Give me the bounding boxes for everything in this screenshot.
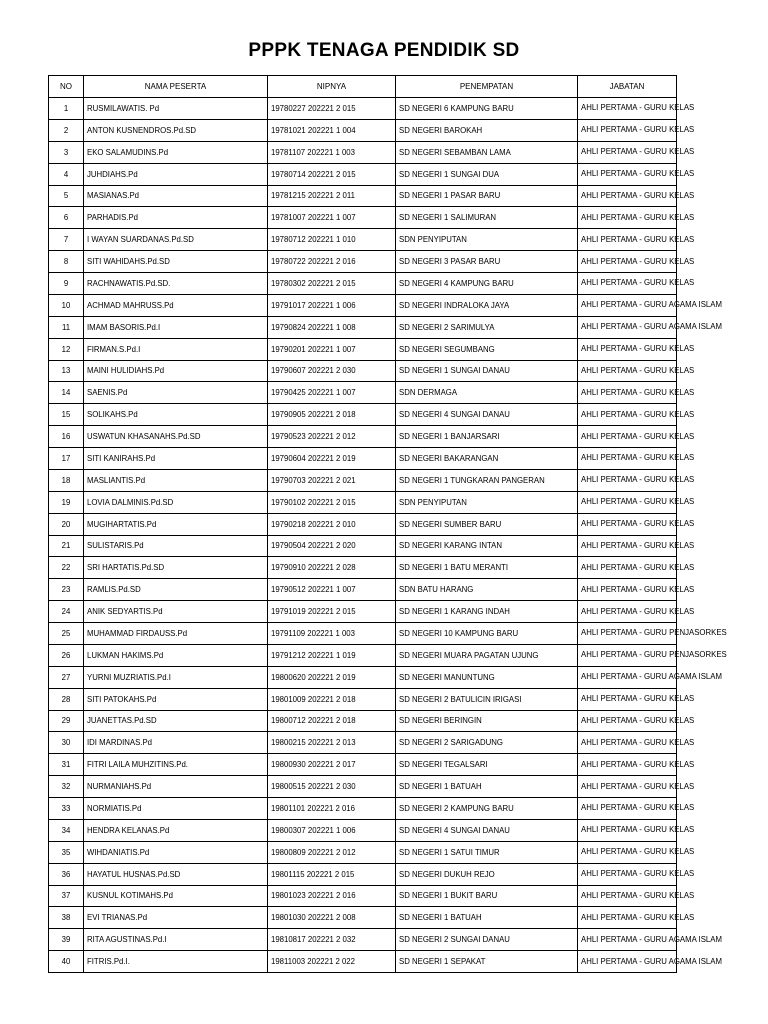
cell-jabatan: AHLI PERTAMA - GURU KELAS (578, 535, 677, 557)
table-row (49, 338, 677, 360)
cell-no: 3 (49, 141, 84, 163)
cell-penempatan: SD NEGERI 1 SUNGAI DUA (396, 163, 578, 185)
cell-no: 32 (49, 776, 84, 798)
cell-nama-peserta: SOLIKAHS.Pd (84, 404, 268, 426)
table-row (49, 557, 677, 579)
cell-penempatan: SD NEGERI TEGALSARI (396, 754, 578, 776)
cell-nip: 19801023 202221 2 016 (268, 885, 396, 907)
cell-nip: 19791017 202221 1 006 (268, 294, 396, 316)
table-row (49, 710, 677, 732)
table-row (49, 535, 677, 557)
cell-penempatan: SD NEGERI BERINGIN (396, 710, 578, 732)
cell-penempatan: SD NEGERI 1 SALIMURAN (396, 207, 578, 229)
cell-jabatan: AHLI PERTAMA - GURU KELAS (578, 863, 677, 885)
cell-no: 18 (49, 469, 84, 491)
table-row (49, 141, 677, 163)
cell-no: 8 (49, 251, 84, 273)
cell-no: 33 (49, 798, 84, 820)
cell-jabatan: AHLI PERTAMA - GURU KELAS (578, 710, 677, 732)
cell-penempatan: SD NEGERI 1 BATUAH (396, 907, 578, 929)
cell-no: 29 (49, 710, 84, 732)
cell-no: 39 (49, 929, 84, 951)
cell-penempatan: SD NEGERI 1 SATUI TIMUR (396, 841, 578, 863)
cell-no: 31 (49, 754, 84, 776)
cell-penempatan: SD NEGERI BAKARANGAN (396, 448, 578, 470)
table-row (49, 294, 677, 316)
cell-nama-peserta: KUSNUL KOTIMAHS.Pd (84, 885, 268, 907)
cell-nip: 19800307 202221 1 006 (268, 819, 396, 841)
document-title: PPPK TENAGA PENDIDIK SD (248, 40, 520, 61)
cell-jabatan: AHLI PERTAMA - GURU KELAS (578, 601, 677, 623)
cell-penempatan: SD NEGERI 6 KAMPUNG BARU (396, 98, 578, 120)
cell-nip: 19810817 202221 2 032 (268, 929, 396, 951)
cell-no: 25 (49, 623, 84, 645)
cell-jabatan: AHLI PERTAMA - GURU KELAS (578, 841, 677, 863)
cell-no: 23 (49, 579, 84, 601)
table-row (49, 929, 677, 951)
cell-penempatan: SDN BATU HARANG (396, 579, 578, 601)
cell-nip: 19801030 202221 2 008 (268, 907, 396, 929)
column-header-jabatan: JABATAN (578, 76, 677, 98)
cell-jabatan: AHLI PERTAMA - GURU KELAS (578, 579, 677, 601)
cell-jabatan: AHLI PERTAMA - GURU KELAS (578, 819, 677, 841)
cell-nip: 19790102 202221 2 015 (268, 491, 396, 513)
cell-nama-peserta: YURNI MUZRIATIS.Pd.I (84, 666, 268, 688)
cell-nip: 19781107 202221 1 003 (268, 141, 396, 163)
cell-no: 16 (49, 426, 84, 448)
cell-nip: 19790607 202221 2 030 (268, 360, 396, 382)
cell-penempatan: SD NEGERI 2 SUNGAI DANAU (396, 929, 578, 951)
cell-nama-peserta: JUHDIAHS.Pd (84, 163, 268, 185)
cell-nama-peserta: HAYATUL HUSNAS.Pd.SD (84, 863, 268, 885)
table-row (49, 841, 677, 863)
cell-penempatan: SD NEGERI SEBAMBAN LAMA (396, 141, 578, 163)
cell-nama-peserta: RACHNAWATIS.Pd.SD. (84, 273, 268, 295)
cell-no: 35 (49, 841, 84, 863)
cell-nama-peserta: MASLIANTIS.Pd (84, 469, 268, 491)
cell-no: 5 (49, 185, 84, 207)
cell-penempatan: SD NEGERI 10 KAMPUNG BARU (396, 623, 578, 645)
table-row (49, 644, 677, 666)
cell-nip: 19791109 202221 1 003 (268, 623, 396, 645)
cell-penempatan: SD NEGERI 1 TUNGKARAN PANGERAN (396, 469, 578, 491)
table-row (49, 426, 677, 448)
cell-jabatan: AHLI PERTAMA - GURU KELAS (578, 491, 677, 513)
cell-nama-peserta: LUKMAN HAKIMS.Pd (84, 644, 268, 666)
cell-nip: 19790218 202221 2 010 (268, 513, 396, 535)
cell-no: 13 (49, 360, 84, 382)
cell-no: 24 (49, 601, 84, 623)
cell-penempatan: SD NEGERI 4 KAMPUNG BARU (396, 273, 578, 295)
cell-nip: 19790201 202221 1 007 (268, 338, 396, 360)
table-row (49, 951, 677, 973)
cell-jabatan: AHLI PERTAMA - GURU KELAS (578, 798, 677, 820)
cell-jabatan: AHLI PERTAMA - GURU KELAS (578, 207, 677, 229)
table-row (49, 601, 677, 623)
participant-table (48, 75, 727, 973)
cell-penempatan: SD NEGERI 2 SARIGADUNG (396, 732, 578, 754)
table-row (49, 579, 677, 601)
cell-jabatan: AHLI PERTAMA - GURU AGAMA ISLAM (578, 316, 677, 338)
cell-nip: 19800930 202221 2 017 (268, 754, 396, 776)
cell-nama-peserta: SRI HARTATIS.Pd.SD (84, 557, 268, 579)
cell-jabatan: AHLI PERTAMA - GURU KELAS (578, 426, 677, 448)
cell-nip: 19800712 202221 2 018 (268, 710, 396, 732)
cell-nama-peserta: ACHMAD MAHRUSS.Pd (84, 294, 268, 316)
table-row (49, 98, 677, 120)
cell-nip: 19781007 202221 1 007 (268, 207, 396, 229)
cell-jabatan: AHLI PERTAMA - GURU KELAS (578, 907, 677, 929)
cell-penempatan: SD NEGERI INDRALOKA JAYA (396, 294, 578, 316)
cell-jabatan: AHLI PERTAMA - GURU KELAS (578, 141, 677, 163)
cell-penempatan: SDN DERMAGA (396, 382, 578, 404)
column-header-no: NO (49, 76, 84, 98)
cell-jabatan: AHLI PERTAMA - GURU AGAMA ISLAM (578, 294, 677, 316)
cell-no: 19 (49, 491, 84, 513)
cell-no: 34 (49, 819, 84, 841)
cell-no: 10 (49, 294, 84, 316)
cell-no: 22 (49, 557, 84, 579)
table-row (49, 207, 677, 229)
cell-nip: 19781215 202221 2 011 (268, 185, 396, 207)
cell-penempatan: SD NEGERI 1 BUKIT BARU (396, 885, 578, 907)
table-row (49, 491, 677, 513)
cell-jabatan: AHLI PERTAMA - GURU KELAS (578, 251, 677, 273)
cell-no: 9 (49, 273, 84, 295)
cell-nama-peserta: I WAYAN SUARDANAS.Pd.SD (84, 229, 268, 251)
table-row (49, 185, 677, 207)
cell-nip: 19780302 202221 2 015 (268, 273, 396, 295)
cell-jabatan: AHLI PERTAMA - GURU KELAS (578, 513, 677, 535)
cell-nama-peserta: RUSMILAWATIS. Pd (84, 98, 268, 120)
cell-no: 11 (49, 316, 84, 338)
table-row (49, 907, 677, 929)
cell-nama-peserta: WIHDANIATIS.Pd (84, 841, 268, 863)
cell-jabatan: AHLI PERTAMA - GURU PENJASORKES (578, 644, 677, 666)
cell-nama-peserta: SITI KANIRAHS.Pd (84, 448, 268, 470)
cell-nip: 19790604 202221 2 019 (268, 448, 396, 470)
cell-nama-peserta: LOVIA DALMINIS.Pd.SD (84, 491, 268, 513)
cell-jabatan: AHLI PERTAMA - GURU KELAS (578, 360, 677, 382)
cell-penempatan: SD NEGERI KARANG INTAN (396, 535, 578, 557)
cell-nip: 19790905 202221 2 018 (268, 404, 396, 426)
cell-nip: 19811003 202221 2 022 (268, 951, 396, 973)
cell-no: 40 (49, 951, 84, 973)
cell-no: 26 (49, 644, 84, 666)
cell-no: 20 (49, 513, 84, 535)
cell-jabatan: AHLI PERTAMA - GURU AGAMA ISLAM (578, 929, 677, 951)
cell-nip: 19801101 202221 2 016 (268, 798, 396, 820)
cell-penempatan: SD NEGERI SEGUMBANG (396, 338, 578, 360)
table-row (49, 754, 677, 776)
cell-nip: 19780714 202221 2 015 (268, 163, 396, 185)
table-row (49, 404, 677, 426)
cell-nama-peserta: EVI TRIANAS.Pd (84, 907, 268, 929)
cell-penempatan: SDN PENYIPUTAN (396, 491, 578, 513)
table-row (49, 688, 677, 710)
table-row (49, 448, 677, 470)
table-row (49, 469, 677, 491)
table-row (49, 360, 677, 382)
cell-jabatan: AHLI PERTAMA - GURU KELAS (578, 776, 677, 798)
cell-nama-peserta: MASIANAS.Pd (84, 185, 268, 207)
cell-no: 6 (49, 207, 84, 229)
cell-nip: 19791019 202221 2 015 (268, 601, 396, 623)
cell-penempatan: SD NEGERI MUARA PAGATAN UJUNG (396, 644, 578, 666)
cell-nama-peserta: NURMANIAHS.Pd (84, 776, 268, 798)
cell-no: 28 (49, 688, 84, 710)
cell-penempatan: SD NEGERI 1 SEPAKAT (396, 951, 578, 973)
cell-no: 2 (49, 119, 84, 141)
table-row (49, 666, 677, 688)
cell-jabatan: AHLI PERTAMA - GURU KELAS (578, 469, 677, 491)
cell-penempatan: SD NEGERI DUKUH REJO (396, 863, 578, 885)
column-header-nama: NAMA PESERTA (84, 76, 268, 98)
cell-nama-peserta: SULISTARIS.Pd (84, 535, 268, 557)
cell-no: 37 (49, 885, 84, 907)
cell-jabatan: AHLI PERTAMA - GURU KELAS (578, 119, 677, 141)
cell-penempatan: SD NEGERI 2 SARIMULYA (396, 316, 578, 338)
table-row (49, 119, 677, 141)
cell-nip: 19790910 202221 2 028 (268, 557, 396, 579)
cell-nama-peserta: SAENIS.Pd (84, 382, 268, 404)
cell-nip: 19790523 202221 2 012 (268, 426, 396, 448)
cell-nama-peserta: PARHADIS.Pd (84, 207, 268, 229)
cell-nama-peserta: USWATUN KHASANAHS.Pd.SD (84, 426, 268, 448)
cell-jabatan: AHLI PERTAMA - GURU AGAMA ISLAM (578, 951, 677, 973)
cell-no: 38 (49, 907, 84, 929)
cell-nama-peserta: ANIK SEDYARTIS.Pd (84, 601, 268, 623)
table-row (49, 732, 677, 754)
cell-penempatan: SD NEGERI 1 KARANG INDAH (396, 601, 578, 623)
cell-nama-peserta: FIRMAN.S.Pd.I (84, 338, 268, 360)
table-row (49, 273, 677, 295)
cell-jabatan: AHLI PERTAMA - GURU KELAS (578, 163, 677, 185)
cell-no: 36 (49, 863, 84, 885)
cell-nama-peserta: RITA AGUSTINAS.Pd.I (84, 929, 268, 951)
cell-no: 1 (49, 98, 84, 120)
cell-nama-peserta: HENDRA KELANAS.Pd (84, 819, 268, 841)
cell-jabatan: AHLI PERTAMA - GURU KELAS (578, 273, 677, 295)
cell-nama-peserta: EKO SALAMUDINS.Pd (84, 141, 268, 163)
cell-penempatan: SD NEGERI 1 PASAR BARU (396, 185, 578, 207)
cell-nama-peserta: JUANETTAS.Pd.SD (84, 710, 268, 732)
cell-penempatan: SD NEGERI 2 KAMPUNG BARU (396, 798, 578, 820)
cell-penempatan: SDN PENYIPUTAN (396, 229, 578, 251)
cell-penempatan: SD NEGERI 4 SUNGAI DANAU (396, 819, 578, 841)
cell-jabatan: AHLI PERTAMA - GURU KELAS (578, 338, 677, 360)
cell-nip: 19801009 202221 2 018 (268, 688, 396, 710)
cell-nip: 19780227 202221 2 015 (268, 98, 396, 120)
cell-no: 4 (49, 163, 84, 185)
cell-no: 27 (49, 666, 84, 688)
cell-penempatan: SD NEGERI 1 BATUAH (396, 776, 578, 798)
cell-jabatan: AHLI PERTAMA - GURU KELAS (578, 557, 677, 579)
table-row (49, 863, 677, 885)
cell-nama-peserta: SITI WAHIDAHS.Pd.SD (84, 251, 268, 273)
cell-nip: 19790512 202221 1 007 (268, 579, 396, 601)
cell-jabatan: AHLI PERTAMA - GURU KELAS (578, 754, 677, 776)
column-header-penempatan: PENEMPATAN (396, 76, 578, 98)
cell-jabatan: AHLI PERTAMA - GURU KELAS (578, 98, 677, 120)
cell-no: 30 (49, 732, 84, 754)
cell-nama-peserta: IMAM BASORIS.Pd.I (84, 316, 268, 338)
cell-penempatan: SD NEGERI BAROKAH (396, 119, 578, 141)
cell-penempatan: SD NEGERI 1 SUNGAI DANAU (396, 360, 578, 382)
cell-penempatan: SD NEGERI 4 SUNGAI DANAU (396, 404, 578, 426)
cell-nip: 19801115 202221 2 015 (268, 863, 396, 885)
cell-no: 7 (49, 229, 84, 251)
cell-penempatan: SD NEGERI 2 BATULICIN IRIGASI (396, 688, 578, 710)
cell-no: 15 (49, 404, 84, 426)
cell-penempatan: SD NEGERI MANUNTUNG (396, 666, 578, 688)
cell-nip: 19800215 202221 2 013 (268, 732, 396, 754)
cell-no: 12 (49, 338, 84, 360)
cell-jabatan: AHLI PERTAMA - GURU KELAS (578, 229, 677, 251)
table-row (49, 229, 677, 251)
cell-nip: 19780722 202221 2 016 (268, 251, 396, 273)
cell-jabatan: AHLI PERTAMA - GURU KELAS (578, 688, 677, 710)
cell-nama-peserta: MAINI HULIDIAHS.Pd (84, 360, 268, 382)
table-row (49, 251, 677, 273)
cell-nip: 19790703 202221 2 021 (268, 469, 396, 491)
cell-jabatan: AHLI PERTAMA - GURU AGAMA ISLAM (578, 666, 677, 688)
cell-nama-peserta: SITI PATOKAHS.Pd (84, 688, 268, 710)
table-row (49, 776, 677, 798)
cell-jabatan: AHLI PERTAMA - GURU KELAS (578, 404, 677, 426)
cell-nama-peserta: RAMLIS.Pd.SD (84, 579, 268, 601)
cell-nama-peserta: ANTON KUSNENDROS.Pd.SD (84, 119, 268, 141)
cell-penempatan: SD NEGERI SUMBER BARU (396, 513, 578, 535)
table-row (49, 885, 677, 907)
cell-penempatan: SD NEGERI 3 PASAR BARU (396, 251, 578, 273)
cell-no: 21 (49, 535, 84, 557)
table-row (49, 623, 677, 645)
cell-nama-peserta: MUHAMMAD FIRDAUSS.Pd (84, 623, 268, 645)
cell-nip: 19791212 202221 1 019 (268, 644, 396, 666)
cell-penempatan: SD NEGERI 1 BATU MERANTI (396, 557, 578, 579)
table-row (49, 316, 677, 338)
table-row (49, 819, 677, 841)
cell-penempatan: SD NEGERI 1 BANJARSARI (396, 426, 578, 448)
cell-no: 14 (49, 382, 84, 404)
cell-nip: 19790425 202221 1 007 (268, 382, 396, 404)
cell-nama-peserta: FITRIS.Pd.I. (84, 951, 268, 973)
cell-jabatan: AHLI PERTAMA - GURU KELAS (578, 885, 677, 907)
cell-nip: 19800809 202221 2 012 (268, 841, 396, 863)
cell-no: 17 (49, 448, 84, 470)
cell-jabatan: AHLI PERTAMA - GURU KELAS (578, 185, 677, 207)
cell-nip: 19790504 202221 2 020 (268, 535, 396, 557)
table-row (49, 382, 677, 404)
cell-nip: 19800620 202221 2 019 (268, 666, 396, 688)
cell-nip: 19800515 202221 2 030 (268, 776, 396, 798)
table-row (49, 513, 677, 535)
cell-nama-peserta: NORMIATIS.Pd (84, 798, 268, 820)
cell-nip: 19781021 202221 1 004 (268, 119, 396, 141)
cell-nama-peserta: FITRI LAILA MUHZITINS.Pd. (84, 754, 268, 776)
cell-nip: 19790824 202221 1 008 (268, 316, 396, 338)
cell-jabatan: AHLI PERTAMA - GURU PENJASORKES (578, 623, 677, 645)
column-header-nip: NIPNYA (268, 76, 396, 98)
cell-jabatan: AHLI PERTAMA - GURU KELAS (578, 382, 677, 404)
table-header-row (49, 76, 677, 98)
table-row (49, 163, 677, 185)
cell-nama-peserta: MUGIHARTATIS.Pd (84, 513, 268, 535)
table-row (49, 798, 677, 820)
cell-nip: 19780712 202221 1 010 (268, 229, 396, 251)
cell-nama-peserta: IDI MARDINAS.Pd (84, 732, 268, 754)
cell-jabatan: AHLI PERTAMA - GURU KELAS (578, 448, 677, 470)
cell-jabatan: AHLI PERTAMA - GURU KELAS (578, 732, 677, 754)
